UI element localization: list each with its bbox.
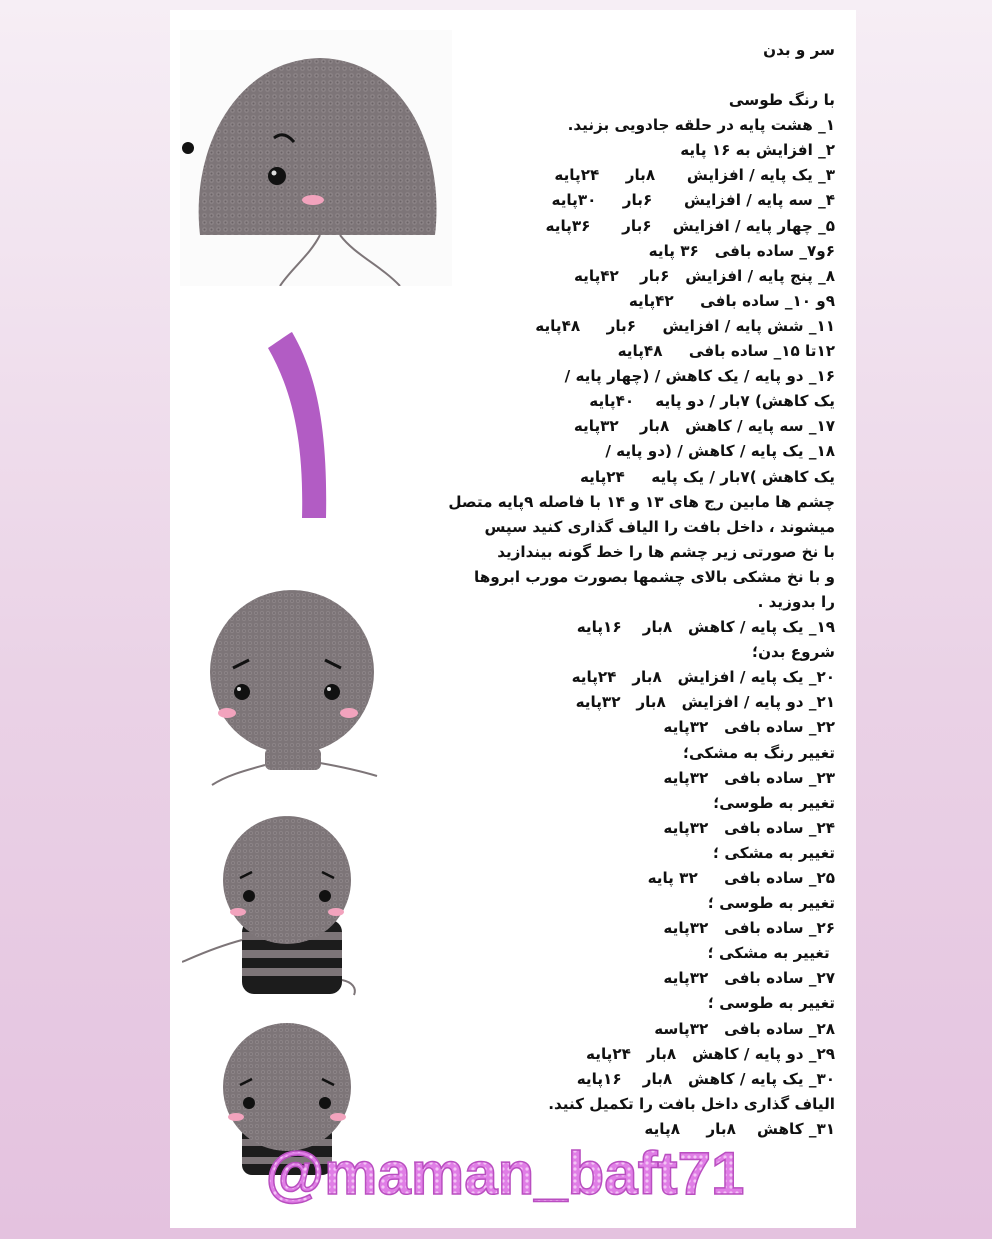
pattern-line: و با نخ مشکی بالای چشمها بصورت مورب ابروها xyxy=(474,567,835,586)
pattern-line: با رنگ طوسی xyxy=(728,91,835,110)
watermark-handle xyxy=(200,1142,810,1208)
pattern-line: الیاف گذاری داخل بافت را تکمیل کنید. xyxy=(548,1094,835,1113)
pattern-title: سر و بدن xyxy=(763,41,835,59)
pattern-line: شروع بدن؛ xyxy=(752,643,835,662)
pattern-line: ۲۲_ ساده بافی ۳۲پایه xyxy=(663,718,835,737)
pattern-line: با نخ صورتی زیر چشم ها را خط گونه بیندازید xyxy=(497,542,835,561)
pattern-line: ۴_ سه پایه / افزایش ۶بار ۳۰پایه xyxy=(551,191,835,210)
crochet-striped-body-photo xyxy=(182,800,362,1000)
pattern-line: ۱۷_ سه پایه / کاهش ۸بار ۳۲پایه xyxy=(573,417,835,436)
crochet-ball-head-photo xyxy=(187,580,397,790)
pattern-lines xyxy=(395,88,835,1142)
pattern-line: چشم ها مابین رج های ۱۳ و ۱۴ با فاصله ۹پایه متصل xyxy=(448,492,835,511)
pattern-line: ۲۳_ ساده بافی ۳۲پایه xyxy=(663,768,835,787)
pattern-line: یک کاهش) ۷بار / دو پایه ۴۰پایه xyxy=(589,392,835,411)
pattern-line: ۸_ پنج پایه / افزایش ۶بار ۴۲پایه xyxy=(573,266,835,285)
pattern-line: ۲۸_ ساده بافی ۳۲پاسه xyxy=(654,1019,835,1038)
step-number-one-icon xyxy=(262,330,342,520)
pattern-line: تغییر به طوسی؛ xyxy=(713,793,835,812)
pattern-line: تغییر به طوسی ؛ xyxy=(707,994,835,1013)
pattern-line: یک کاهش )۷بار / یک پایه ۲۴پایه xyxy=(579,467,835,486)
pattern-line: ۲۱_ دو پایه / افزایش ۸بار ۳۲پایه xyxy=(575,693,835,712)
pattern-line: ۲۷_ ساده بافی ۳۲پایه xyxy=(663,969,835,988)
pattern-line: ۲۹_ دو پایه / کاهش ۸بار ۲۴پایه xyxy=(586,1044,835,1063)
pattern-line: ۱۲تا ۱۵_ ساده بافی ۴۸پایه xyxy=(617,342,835,361)
pattern-line: ۲۴_ ساده بافی ۳۲پایه xyxy=(663,818,835,837)
pattern-line: تغییر به مشکی ؛ xyxy=(712,843,835,862)
pattern-line: ۱۶_ دو پایه / یک کاهش / (چهار پایه / xyxy=(564,367,835,386)
pattern-line: تغییر به مشکی ؛ xyxy=(707,944,835,963)
pattern-line: ۱۹_ یک پایه / کاهش ۸بار ۱۶پایه xyxy=(576,618,835,637)
pattern-line: ۳۱_ کاهش ۸بار ۸پایه xyxy=(644,1119,835,1138)
pattern-line: ۲۰_ یک پایه / افزایش ۸بار ۲۴پایه xyxy=(571,668,835,687)
pattern-line: ۱_ هشت پایه در حلقه جادویی بزنید. xyxy=(567,116,835,135)
pattern-line: ۱۱_ شش پایه / افزایش ۶بار ۴۸پایه xyxy=(535,316,835,335)
watermark-text: @maman_baft71 xyxy=(265,1142,745,1207)
pattern-line: ۶و۷_ ساده بافی ۳۶ پایه xyxy=(648,241,835,260)
spacer xyxy=(395,63,835,88)
pattern-line: را بدوزید . xyxy=(757,592,835,611)
pattern-line: ۹و ۱۰_ ساده بافی ۴۲پایه xyxy=(628,291,835,310)
pattern-line: ۱۸_ یک پایه / کاهش / (دو پایه / xyxy=(605,442,835,461)
pattern-line: ۳_ یک پایه / افزایش ۸بار ۲۴پایه xyxy=(554,166,835,185)
pattern-line: میشوند ، داخل بافت را الیاف گذاری کنید سپس xyxy=(484,517,835,536)
pattern-line: ۲_ افزایش به ۱۶ پایه xyxy=(680,141,835,160)
pattern-line: تغییر رنگ به مشکی؛ xyxy=(682,743,835,762)
pattern-line: ۲۵_ ساده بافی ۳۲ پایه xyxy=(647,869,835,887)
pattern-line: تغییر به طوسی ؛ xyxy=(707,894,835,913)
pattern-line: ۵_ چهار پایه / افزایش ۶بار ۳۶پایه xyxy=(545,216,835,235)
pattern-line: ۲۶_ ساده بافی ۳۲پایه xyxy=(663,919,835,938)
pattern-line: ۳۰_ یک پایه / کاهش ۸بار ۱۶پایه xyxy=(576,1069,835,1088)
crochet-pattern-text xyxy=(395,38,835,1142)
